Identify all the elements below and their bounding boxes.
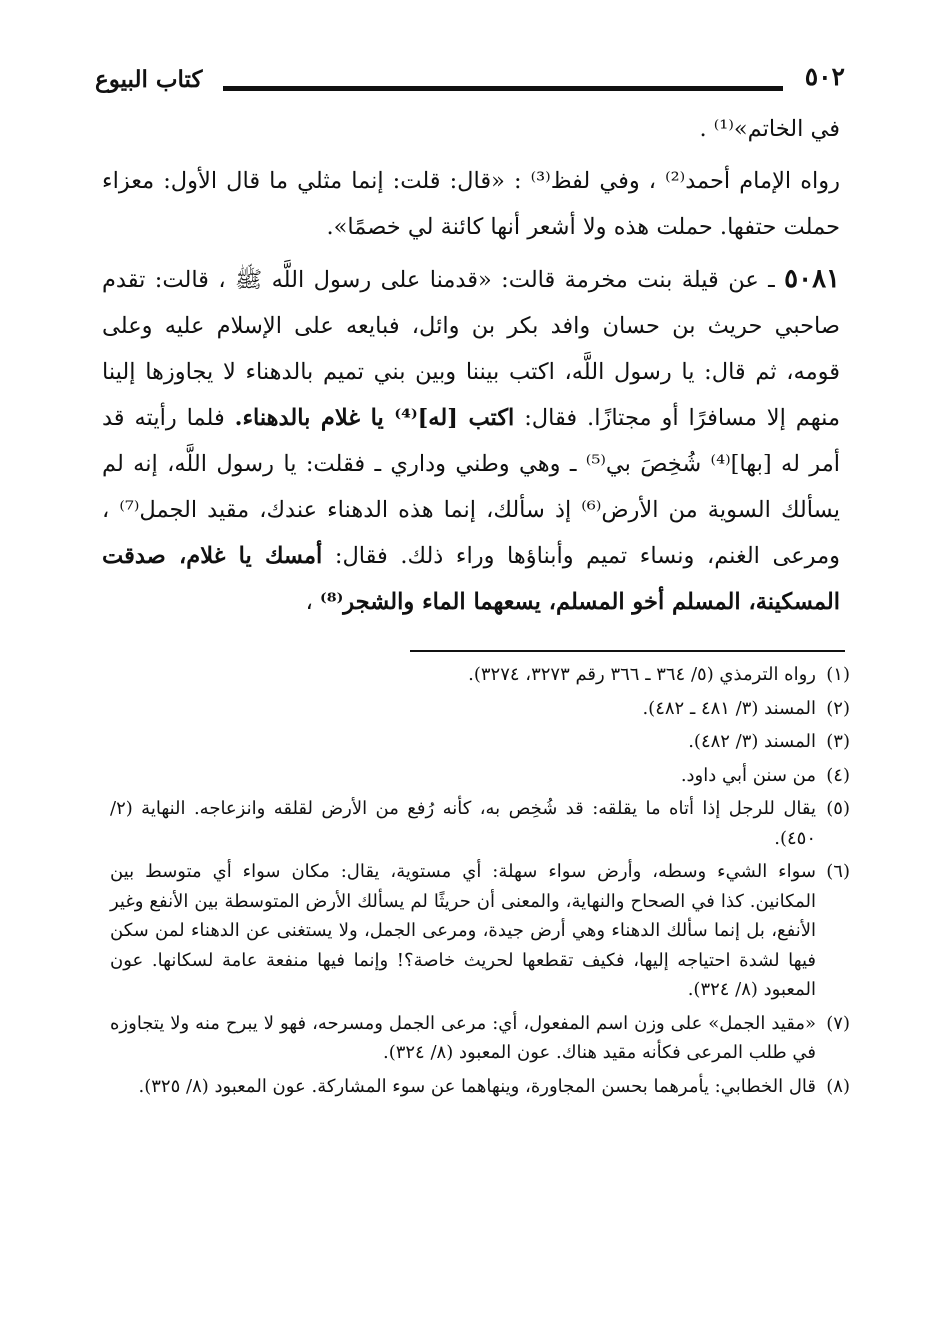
footnote-text: من سنن أبي داود. [680,764,816,786]
footnote [110,1072,850,1102]
footnote-number: (١) [826,664,850,685]
hadith-5081 [102,256,840,625]
footnote [110,761,850,791]
hadith-number: ٥٠٨١ [784,264,840,294]
footnote-number: (٦) [826,861,850,882]
hadith-text-c: فلما رأيته قد أمر له [بها]⁽⁴⁾ شُخِصَ بي⁽⁵⁾ ـ وهي وطني وداري ـ فقلت: يا رسول اللَّه، إنه لم يسألك السوية من الأرض⁽⁶⁾ إذ سألك، إنما هذه الدهناء عندك، مقيد الجمل⁽⁷⁾ ، ومرعى الغنم، ونساء تميم وأبناؤها وراء ذلك. فقال: [102,405,840,569]
footnote-number: (٥) [826,798,850,819]
hadith-text-e: ، [305,589,320,615]
hadith-quote-1: اكتب [له]⁽⁴⁾ يا غلام بالدهناء. [234,405,515,431]
footnote-text: قال الخطابي: يأمرهما بحسن المجاورة، وينهاهما عن سوء المشاركة. عون المعبود (٨/ ٣٢٥). [138,1075,816,1097]
footnote-text: «مقيد الجمل» على وزن اسم المفعول، أي: مرعى الجمل ومسرحه، فهو لا يبرح منه ولا يتجاوزه في طلب المرعى فكأنه مقيد هناك. عون المعبود (٨/ ٣٢٤). [110,1012,816,1063]
page-number: ٥٠٢ [804,62,845,91]
footnote-text: المسند (٣/ ٤٨١ ـ ٤٨٢). [642,697,816,719]
footnote-number: (٣) [826,731,850,752]
footnote-number: (٧) [826,1012,850,1034]
paragraph-2: رواه الإمام أحمد⁽²⁾ ، وفي لفظ⁽³⁾ : «قال: قلت: إنما مثلي ما قال الأول: معزاء حملت حتفها. حملت هذه ولا أشعر أنها كائنة لي خصمًا». [102,168,840,240]
footnote [110,857,850,1005]
footnote [110,794,850,853]
hadith-quote-2: أمسك يا غلام، صدقت المسكينة، المسلم أخو المسلم، يسعهما الماء والشجر⁽⁸⁾ [102,543,840,615]
footnote [110,1009,850,1068]
footnote-text: المسند (٣/ ٤٨٢). [688,731,816,752]
footnote-text: يقال للرجل إذا أتاه ما يقلقه: قد شُخِص به، كأنه رُفع من الأرض لقلقه وانزعاجه. النهاية (٢/ ٤٥٠). [110,798,816,849]
page-header [95,56,845,104]
footnote [110,660,850,690]
footnotes [110,660,850,1105]
book-title: كتاب البيوع [95,66,203,93]
footnote [110,694,850,724]
footnote [110,727,850,757]
main-text [102,106,840,625]
paragraph-1: في الخاتم»⁽¹⁾ . [699,116,840,142]
footnote-number: (٤) [826,764,850,786]
footnote-number: (٢) [826,697,850,719]
footnote-text: سواء الشيء وسطه، وأرض سواء سهلة: أي مستوية، يقال: مكان سواء أي متوسط بين المكانين. كذا في الصحاح والنهاية، والمعنى أن حريثًا لم يسألك الأرض المتوسطة بين الأنفع وغير الأنفع، بل إنما سألك الدهناء وهي أرض جيدة، ومرعى الجمل، ولا يستغنى عن الدهناء لمن سكن فيها لشدة احتياجه إليها، فكيف تقطعها لحريث خاصة؟! وإنما فيها منفعة عامة لسكانها. عون المعبود (٨/ ٣٢٤). [110,861,816,1000]
footnote-number: (٨) [826,1075,850,1097]
hadith-text-a: ـ عن قيلة بنت مخرمة قالت: «قدمنا على رسول اللَّه ﷺ ، قالت: تقدم صاحبي حريث بن حسان وافد بكر بن وائل، فبايعه على الإسلام عليه وعلى قومه، ثم قال: يا رسول اللَّه، اكتب بيننا وبين بني تميم بالدهناء لا يجاوزها إلينا منهم إلا مسافرًا أو مجتازًا. فقال: [102,267,840,431]
footnote-separator [410,650,845,652]
header-rule [223,86,783,91]
footnote-text: رواه الترمذي (٥/ ٣٦٤ ـ ٣٦٦ رقم ٣٢٧٣، ٣٢٧٤). [468,664,816,685]
